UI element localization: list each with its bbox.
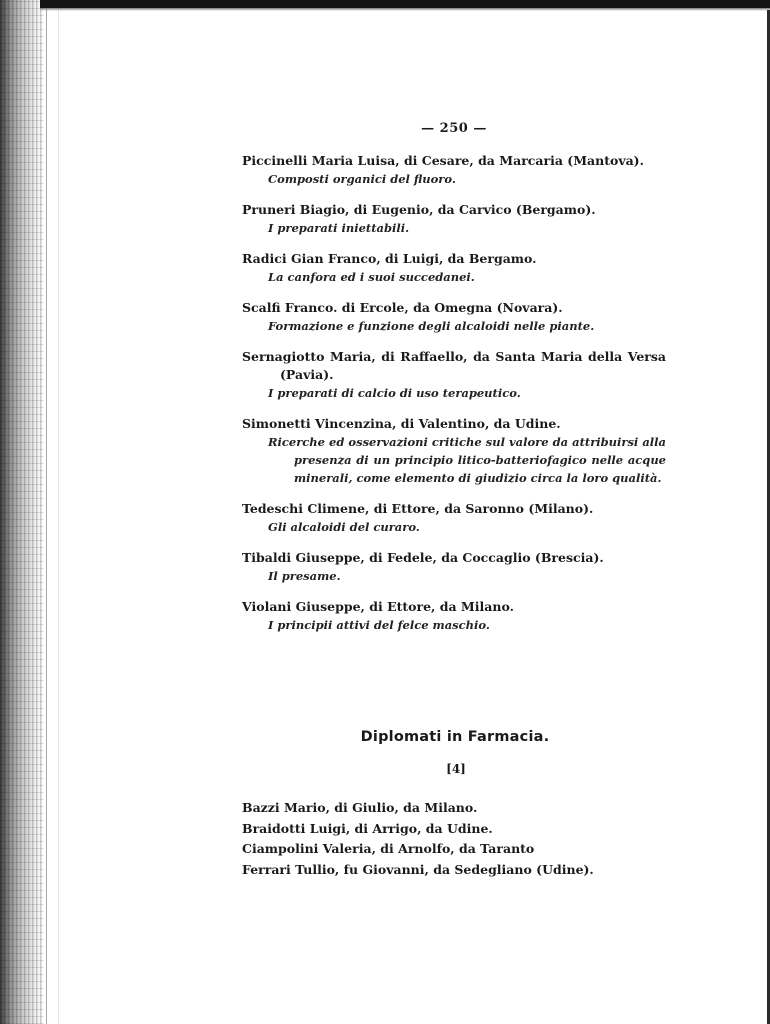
list-item: Ciampolini Valeria, di Arnolfo, da Taranto [242,841,535,856]
scan-top-edge [40,0,770,8]
book-binding-edge [0,0,44,1024]
thesis-list [242,152,666,647]
list-item [242,549,666,585]
thesis-title: Ricerche ed osservazioni critiche sul valore da attribuirsi alla presenza di un principio litico-batteriofagico nelle acque minerali, come elemento di giudizio circa la loro qualità. [268,435,666,485]
list-item [242,201,666,237]
student-name: Scalfi Franco. di Ercole, da Omegna (Novara). [242,300,563,315]
thesis-title: La canfora ed i suoi succedanei. [268,270,475,284]
student-name: Radici Gian Franco, di Luigi, da Bergamo. [242,251,537,266]
student-name: Sernagiotto Maria, di Raffaello, da Santa Maria della Versa (Pavia). [242,349,666,382]
student-name: Pruneri Biagio, di Eugenio, da Carvico (Bergamo). [242,202,596,217]
thesis-title: I principii attivi del felce maschio. [268,618,490,632]
student-name: Piccinelli Maria Luisa, di Cesare, da Marcaria (Mantova). [242,153,644,168]
section-count: [4] [446,762,466,776]
list-item [242,299,666,335]
list-item: Ferrari Tullio, fu Giovanni, da Sedegliano (Udine). [242,861,594,877]
student-name: Tibaldi Giuseppe, di Fedele, da Coccaglio (Brescia). [242,550,604,565]
page-margin-line [46,0,47,1024]
graduates-list [242,798,642,880]
list-item [242,415,666,487]
thesis-title: Gli alcaloidi del curaro. [268,520,420,534]
thesis-title: Il presame. [268,569,341,583]
list-item [242,152,666,188]
thesis-title: I preparati di calcio di uso terapeutico. [268,386,521,400]
thesis-title: Composti organici del fluoro. [268,172,456,186]
list-item: Braidotti Luigi, di Arrigo, da Udine. [242,820,493,836]
page-number: — 250 — [421,121,487,136]
thesis-title: Formazione e funzione degli alcaloidi nelle piante. [268,319,595,333]
page-margin-line [58,0,59,1024]
thesis-title: I preparati iniettabili. [268,221,410,235]
list-item [242,500,666,536]
list-item [242,250,666,286]
list-item: Bazzi Mario, di Giulio, da Milano. [242,800,478,815]
student-name: Tedeschi Climene, di Ettore, da Saronno (Milano). [242,501,594,516]
list-item [242,348,666,402]
student-name: Violani Giuseppe, di Ettore, da Milano. [242,599,514,614]
student-name: Simonetti Vincenzina, di Valentino, da Udine. [242,416,561,431]
section-heading: Diplomati in Farmacia. [360,729,550,745]
list-item [242,598,666,634]
